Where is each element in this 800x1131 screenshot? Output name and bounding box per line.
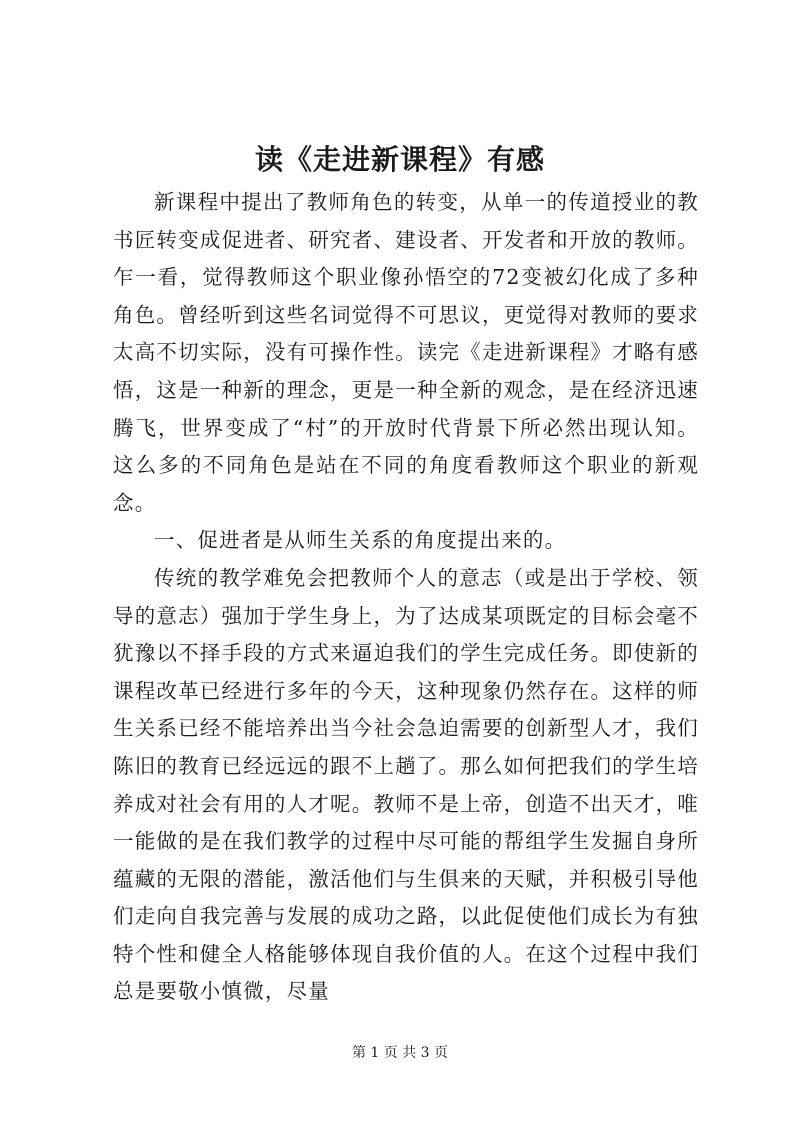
document-body <box>113 184 699 1011</box>
page-footer: 第 1 页 共 3 页 <box>351 1045 449 1061</box>
paragraph-traditional-teaching: 传统的教学难免会把教师个人的意志（或是出于学校、领导的意志）强加于学生身上，为了达成某项既定的目标会毫不犹豫以不择手段的方式来逼迫我们的学生完成任务。即使新的课程改革已经进行多年的今天，这种现象仍然存在。这样的师生关系已经不能培养出当今社会急迫需要的创新型人才，我们陈旧的教育已经远远的跟不上趟了。那么如何把我们的学生培养成对社会有用的人才呢。教师不是上帝，创造不出天才，唯一能做的是在我们教学的过程中尽可能的帮组学生发掘自身所蕴藏的无限的潜能，激活他们与生俱来的天赋，并积极引导他们走向自我完善与发展的成功之路，以此促使他们成长为有独特个性和健全人格能够体现自我价值的人。在这个过程中我们总是要敬小慎微，尽量 <box>113 565 699 1004</box>
paragraph-section-heading: 一、促进者是从师生关系的角度提出来的。 <box>154 528 567 553</box>
paragraph-intro: 新课程中提出了教师角色的转变，从单一的传道授业的教书匠转变成促进者、研究者、建设者、开发者和开放的教师。乍一看，觉得教师这个职业像孙悟空的72变被幻化成了多种角色。曾经听到这些名词觉得不可思议，更觉得对教师的要求太高不切实际，没有可操作性。读完《走进新课程》才略有感悟，这是一种新的理念，更是一种全新的观念，是在经济迅速腾飞，世界变成了“村”的开放时代背景下所必然出现认知。这么多的不同角色是站在不同的角度看教师这个职业的新观念。 <box>113 190 699 515</box>
document-title: 读《走进新课程》有感 <box>254 143 545 176</box>
